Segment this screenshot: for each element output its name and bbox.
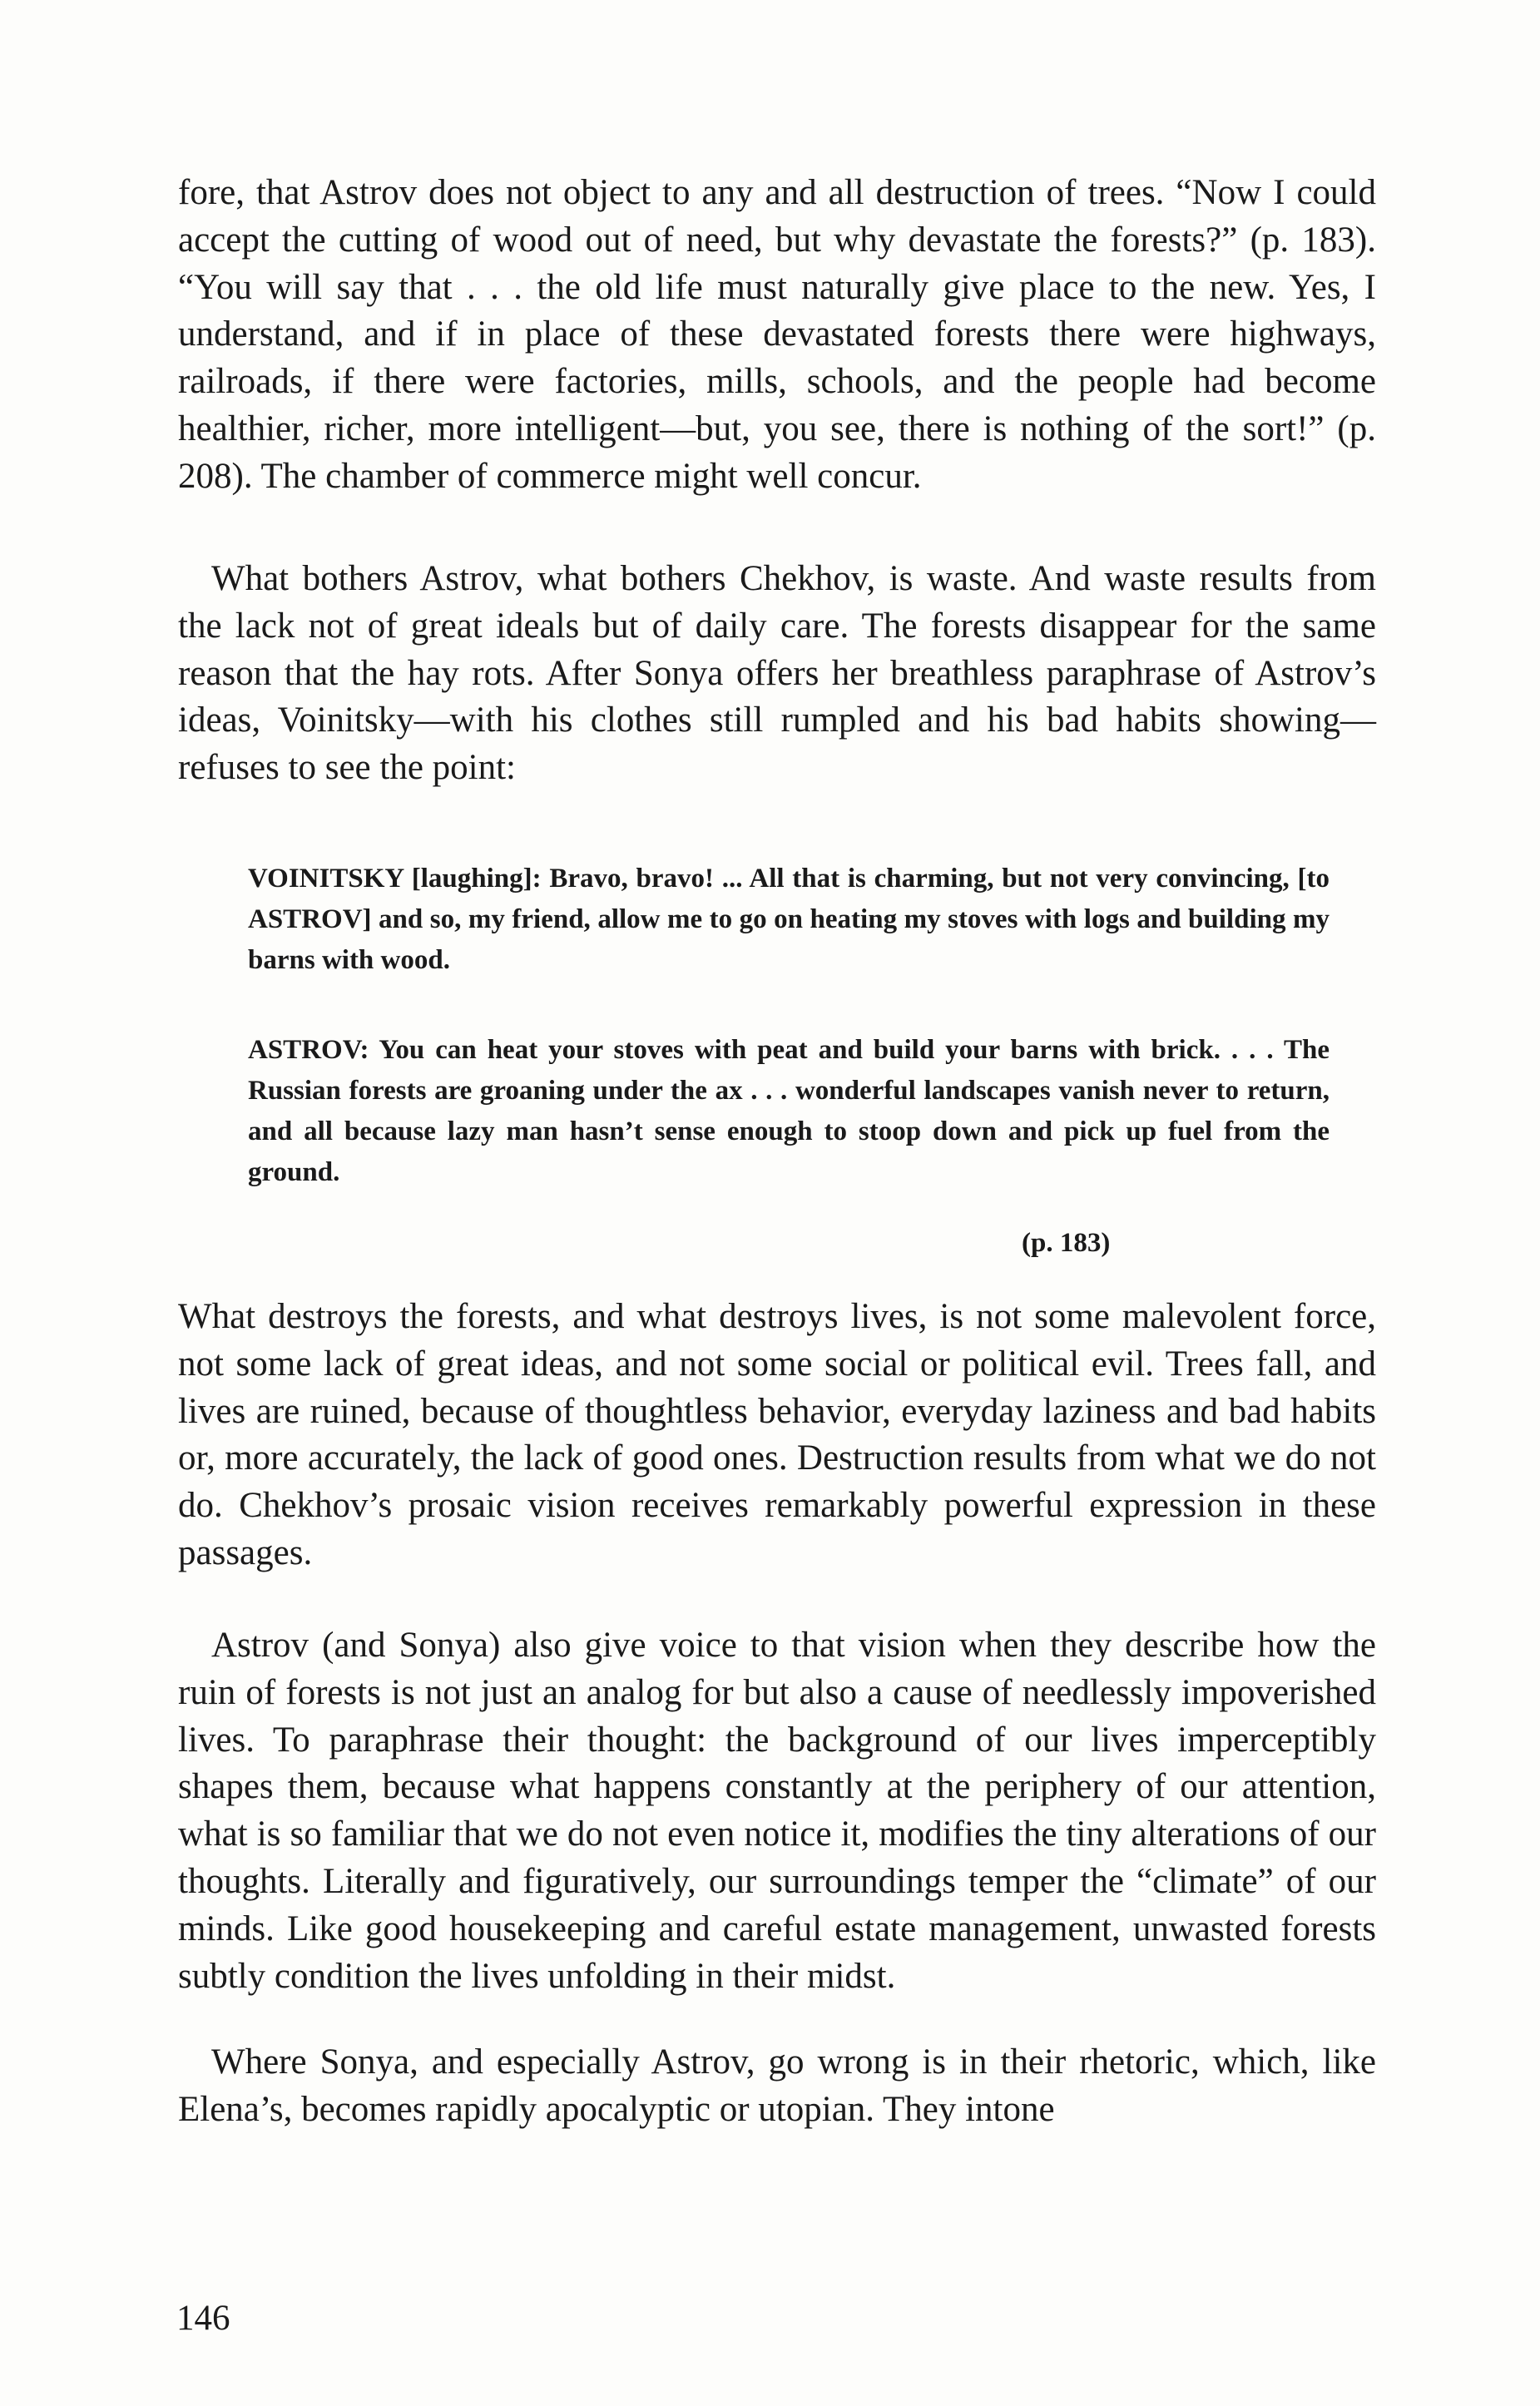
paragraph-text: fore, that Astrov does not object to any and all destruction of trees. “Now I could accept the cutting of wood out of need, but why devastate the forests?” (p. 183). “You will say that . . . the old life must naturally give place to the new. Yes, I understand, and if in place of these devastated forests there were highways, railroads, if there were factories, mills, schools, and the people had become healthier, richer, more intelligent—but, you see, there is nothing of the sort!” (p. 208). The chamber of commerce might well concur. xyxy=(178,173,1376,496)
paragraph xyxy=(178,2039,1376,2134)
paragraph xyxy=(178,1622,1376,2000)
paragraph-text: What destroys the forests, and what destroys lives, is not some malevolent force, not some lack of great ideas, and not some social or political evil. Trees fall, and lives are ruined, because of thoughtless behavior, everyday laziness and bad habits or, more accurately, the lack of good ones. Destruction results from what we do not do. Chekhov’s prosaic vision receives remarkably powerful expression in these passages. xyxy=(178,1297,1376,1572)
page-number: 146 xyxy=(176,2299,230,2338)
block-quote: ASTROV: You can heat your stoves with peat and build your barns with brick. . . . The Russian forests are groaning under the ax . . . wonderful landscapes vanish never to return, and all because lazy man hasn’t sense enough to stoop down and pick up fuel from the ground. xyxy=(248,1035,1330,1187)
quote-citation: (p. 183) xyxy=(1022,1228,1111,1258)
paragraph-text: What bothers Astrov, what bothers Chekhov, is waste. And waste results from the lack not of great ideals but of daily care. The forests disappear for the same reason that the hay rots. After Sonya offers her breathless paraphrase of Astrov’s ideas, Voinitsky—with his clothes still rumpled and his bad habits showing—refuses to see the point: xyxy=(178,559,1376,788)
paragraph xyxy=(178,170,1376,501)
paragraph xyxy=(178,1294,1376,1577)
paragraph-text: Astrov (and Sonya) also give voice to that vision when they describe how the ruin of forests is not just an analog for but also a cause of needlessly impoverished lives. To paraphrase their thought: the background of our lives imperceptibly shapes them, because what happens constantly at the periphery of our attention, what is so familiar that we do not even notice it, modifies the tiny alterations of our thoughts. Literally and figuratively, our surroundings temper the “climate” of our minds. Like good housekeeping and careful estate management, unwasted forests subtly condition the lives unfolding in their midst. xyxy=(178,1626,1376,1996)
block-quote: VOINITSKY [laughing]: Bravo, bravo! ... All that is charming, but not very convincing, [to ASTROV] and so, my friend, allow me to go on heating my stoves with logs and building my barns with wood. xyxy=(248,864,1330,975)
paragraph xyxy=(178,556,1376,792)
paragraph-text: Where Sonya, and especially Astrov, go wrong is in their rhetoric, which, like Elena’s, becomes rapidly apocalyptic or utopian. They intone xyxy=(178,2042,1376,2129)
